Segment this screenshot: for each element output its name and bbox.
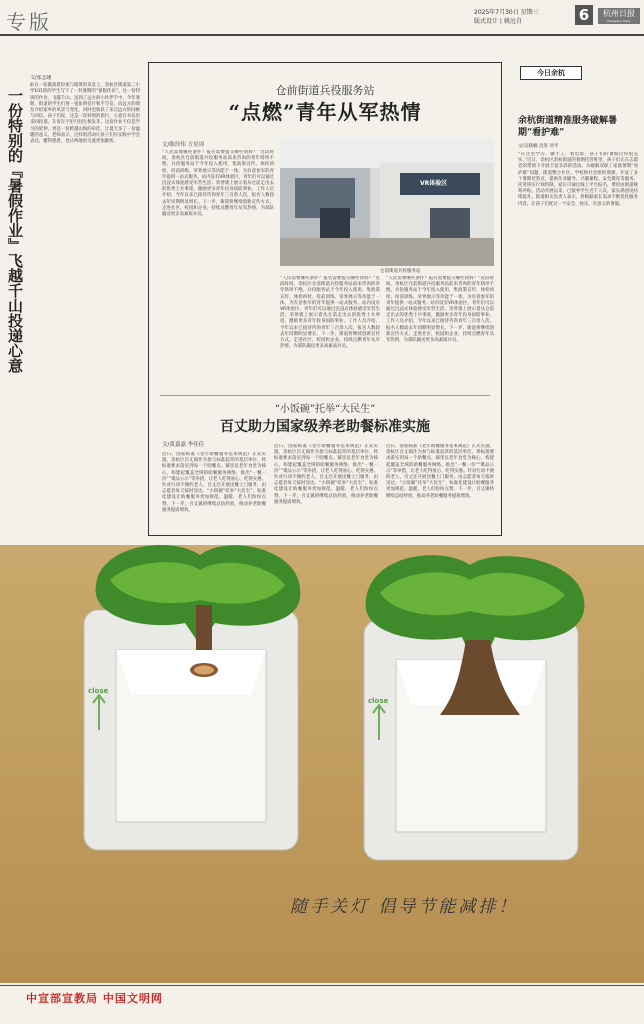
masthead-name-en: Hangzhou Daily <box>607 19 631 23</box>
masthead <box>598 8 640 24</box>
main-story-body-col2: “人民需要哪些条件？报名需要提交哪些资料？”近段时间，余杭区仓前街道兵役服务站前来咨询的青年络绎不绝。兵役服务站于今年投入使用，集政策宣传、体检初检、役前训练、荣誉展示等功能于一体，为有意参军的青年提供一站式服务。站内设有VR体验区，青年们可以通过沉浸式体验感受军营生活；荣誉墙上展示着从仓前走出去的优秀士兵事迹，激励更多青年投身国防事业。工作人员介绍，今年以来已接待咨询青年三百余人次，报名人数较去年同期明显增长。下一步，街道将继续创新宣传方式，走进社区、校园和企业，持续点燃青年从军热情，为部队输送更多高素质兵员。 <box>280 276 380 350</box>
left-article <box>30 75 140 535</box>
photo-scene <box>280 138 494 266</box>
left-article-title: 一份特别的『暑假作业』飞越千山投递心意 <box>6 88 24 373</box>
header-divider <box>0 34 644 36</box>
issue-editor: 版式设计 | 姚远自 <box>474 18 522 25</box>
switch-left-label: close <box>88 687 109 695</box>
section-title: 专版 <box>6 10 52 34</box>
second-story-body-col2: 近日，国家标准《老年助餐服务基本规范》正式实施，余杭区百丈镇作为参与标准起草的基层单位，将标准要求落实到每一个助餐点。镇里以老年食堂为核心，构建起覆盖全域的助餐服务网络，推出“一餐一价”“菜品公示”等举措，让老人吃得放心、吃得实惠。针对行动不便的老人，百丈还开展送餐上门服务，由志愿者每天按时送达。“小饭碗”托举“大民生”，标准化建设让助餐服务更加规范、温暖，老人们纷纷点赞。下一步，百丈镇将继续总结经验，推动养老助餐服务提质增效。 <box>274 444 378 505</box>
left-article-byline: 文/张志瑾 <box>30 75 52 81</box>
section-tag: 今日余杭 <box>520 66 582 80</box>
photo-caption: 仓前街道兵役服务站 <box>380 269 421 274</box>
main-story-photo <box>280 138 494 266</box>
footer-credit: 中宣部宣教局 中国文明网 <box>26 992 163 1005</box>
right-article-title: 余杭街道精准服务破解暑期“看护难” <box>518 116 618 138</box>
second-story-kicker: “小饭碗”托举“大民生” <box>274 404 376 415</box>
psa-slogan: 随手关灯 倡导节能减排！ <box>290 897 519 917</box>
switch-right <box>364 555 584 860</box>
left-article-body: 趴在一张散落着轻柔与暗黄的讯息上，余杭区街道第三小学101班的学生写下了一封暑期的“暑假作业”。这一份特别的作业，飞越千山，送到了远方的小伙伴手中。今年暑期，街道的学生们用一张张明信片和手写信，向远方的朋友介绍家乡的风景与变化，同时也收获了来自远方的问候与回信。孩子们说，这是一次特别的旅行，心意在书信里来回投递，友谊在字里行间生根发芽。这份作业不仅是学习的延伸，更是一份跨越山海的牵挂，让夏天多了一份温暖的意义。老师表示，这样的活动让孩子们在实践中学会表达、懂得感恩，也让两地的交流更加紧密。 <box>30 83 140 145</box>
issue-date: 2025年7月30日 星期三 <box>474 9 539 16</box>
right-article-byline: 文/吴晓楠 昌进 何平 <box>518 144 559 149</box>
light-switch-art <box>0 545 644 983</box>
right-article-body: “在这里学习、做手工、看电影，孩子们的暑假过得很充实。”近日，余杭区余杭街道的暑期托管班里，孩子们正在志愿者的带领下开展丰富多彩的活动。为破解双职工家庭暑期“看护难”问题，街道整合社区、学校和社会组织资源，开设了多个暑期托管点，提供作业辅导、兴趣课程、安全教育等服务。托管班实行预约制，家长可通过线上平台报名，费用由街道统筹补贴。活动开展以来，已服务学生近千人次，家长满意度持续提升。街道相关负责人表示，将根据家长需求不断优化服务内容，让孩子们度过一个安全、快乐、有意义的暑假。 <box>518 152 638 207</box>
second-story-body-col1: 近日，国家标准《老年助餐服务基本规范》正式实施，余杭区百丈镇作为参与标准起草的基层单位，将标准要求落实到每一个助餐点。镇里以老年食堂为核心，构建起覆盖全域的助餐服务网络，推出“一餐一价”“菜品公示”等举措，让老人吃得放心、吃得实惠。针对行动不便的老人，百丈还开展送餐上门服务，由志愿者每天按时送达。“小饭碗”托举“大民生”，标准化建设让助餐服务更加规范、温暖，老人们纷纷点赞。下一步，百丈镇将继续总结经验，推动养老助餐服务提质增效。 <box>162 452 266 513</box>
psa-illustration <box>0 545 644 983</box>
main-story-body-col3: “人民需要哪些条件？报名需要提交哪些资料？”近段时间，余杭区仓前街道兵役服务站前来咨询的青年络绎不绝。兵役服务站于今年投入使用，集政策宣传、体检初检、役前训练、荣誉展示等功能于一体，为有意参军的青年提供一站式服务。站内设有VR体验区，青年们可以通过沉浸式体验感受军营生活；荣誉墙上展示着从仓前走出去的优秀士兵事迹，激励更多青年投身国防事业。工作人员介绍，今年以来已接待咨询青年三百余人次，报名人数较去年同期明显增长。下一步，街道将继续创新宣传方式，走进社区、校园和企业，持续点燃青年从军热情，为部队输送更多高素质兵员。 <box>386 276 494 344</box>
second-story-byline: 文/黄嘉嘉 李佳佳 <box>162 442 205 448</box>
main-story-byline: 文/陈玲伟 方星周 <box>162 142 205 148</box>
switch-left <box>84 545 300 850</box>
second-story-title: 百丈助力国家级养老助餐标准实施 <box>220 419 430 435</box>
footer-divider <box>0 985 644 986</box>
issue-info <box>474 8 539 26</box>
main-story-body-col1: “人民需要哪些条件？报名需要提交哪些资料？”近段时间，余杭区仓前街道兵役服务站前来咨询的青年络绎不绝。兵役服务站于今年投入使用，集政策宣传、体检初检、役前训练、荣誉展示等功能于一体，为有意参军的青年提供一站式服务。站内设有VR体验区，青年们可以通过沉浸式体验感受军营生活；荣誉墙上展示着从仓前走出去的优秀士兵事迹，激励更多青年投身国防事业。工作人员介绍，今年以来已接待咨询青年三百余人次，报名人数较去年同期明显增长。下一步，街道将继续创新宣传方式，走进社区、校园和企业，持续点燃青年从军热情，为部队输送更多高素质兵员。 <box>162 150 274 218</box>
main-story-kicker: 仓前街道兵役服务站 <box>275 84 375 97</box>
main-story-title: “点燃”青年从军热情 <box>228 100 422 124</box>
page-number: 6 <box>575 5 593 25</box>
story-divider <box>160 395 490 396</box>
masthead-name: 杭州日报 <box>603 9 635 18</box>
second-story-body-col3: 近日，国家标准《老年助餐服务基本规范》正式实施，余杭区百丈镇作为参与标准起草的基层单位，将标准要求落实到每一个助餐点。镇里以老年食堂为核心，构建起覆盖全域的助餐服务网络，推出“一餐一价”“菜品公示”等举措，让老人吃得放心、吃得实惠。针对行动不便的老人，百丈还开展送餐上门服务，由志愿者每天按时送达。“小饭碗”托举“大民生”，标准化建设让助餐服务更加规范、温暖，老人们纷纷点赞。下一步，百丈镇将继续总结经验，推动养老助餐服务提质增效。 <box>386 444 494 499</box>
switch-right-label: close <box>368 697 389 705</box>
photo-sign: VR体验区 <box>420 180 448 187</box>
